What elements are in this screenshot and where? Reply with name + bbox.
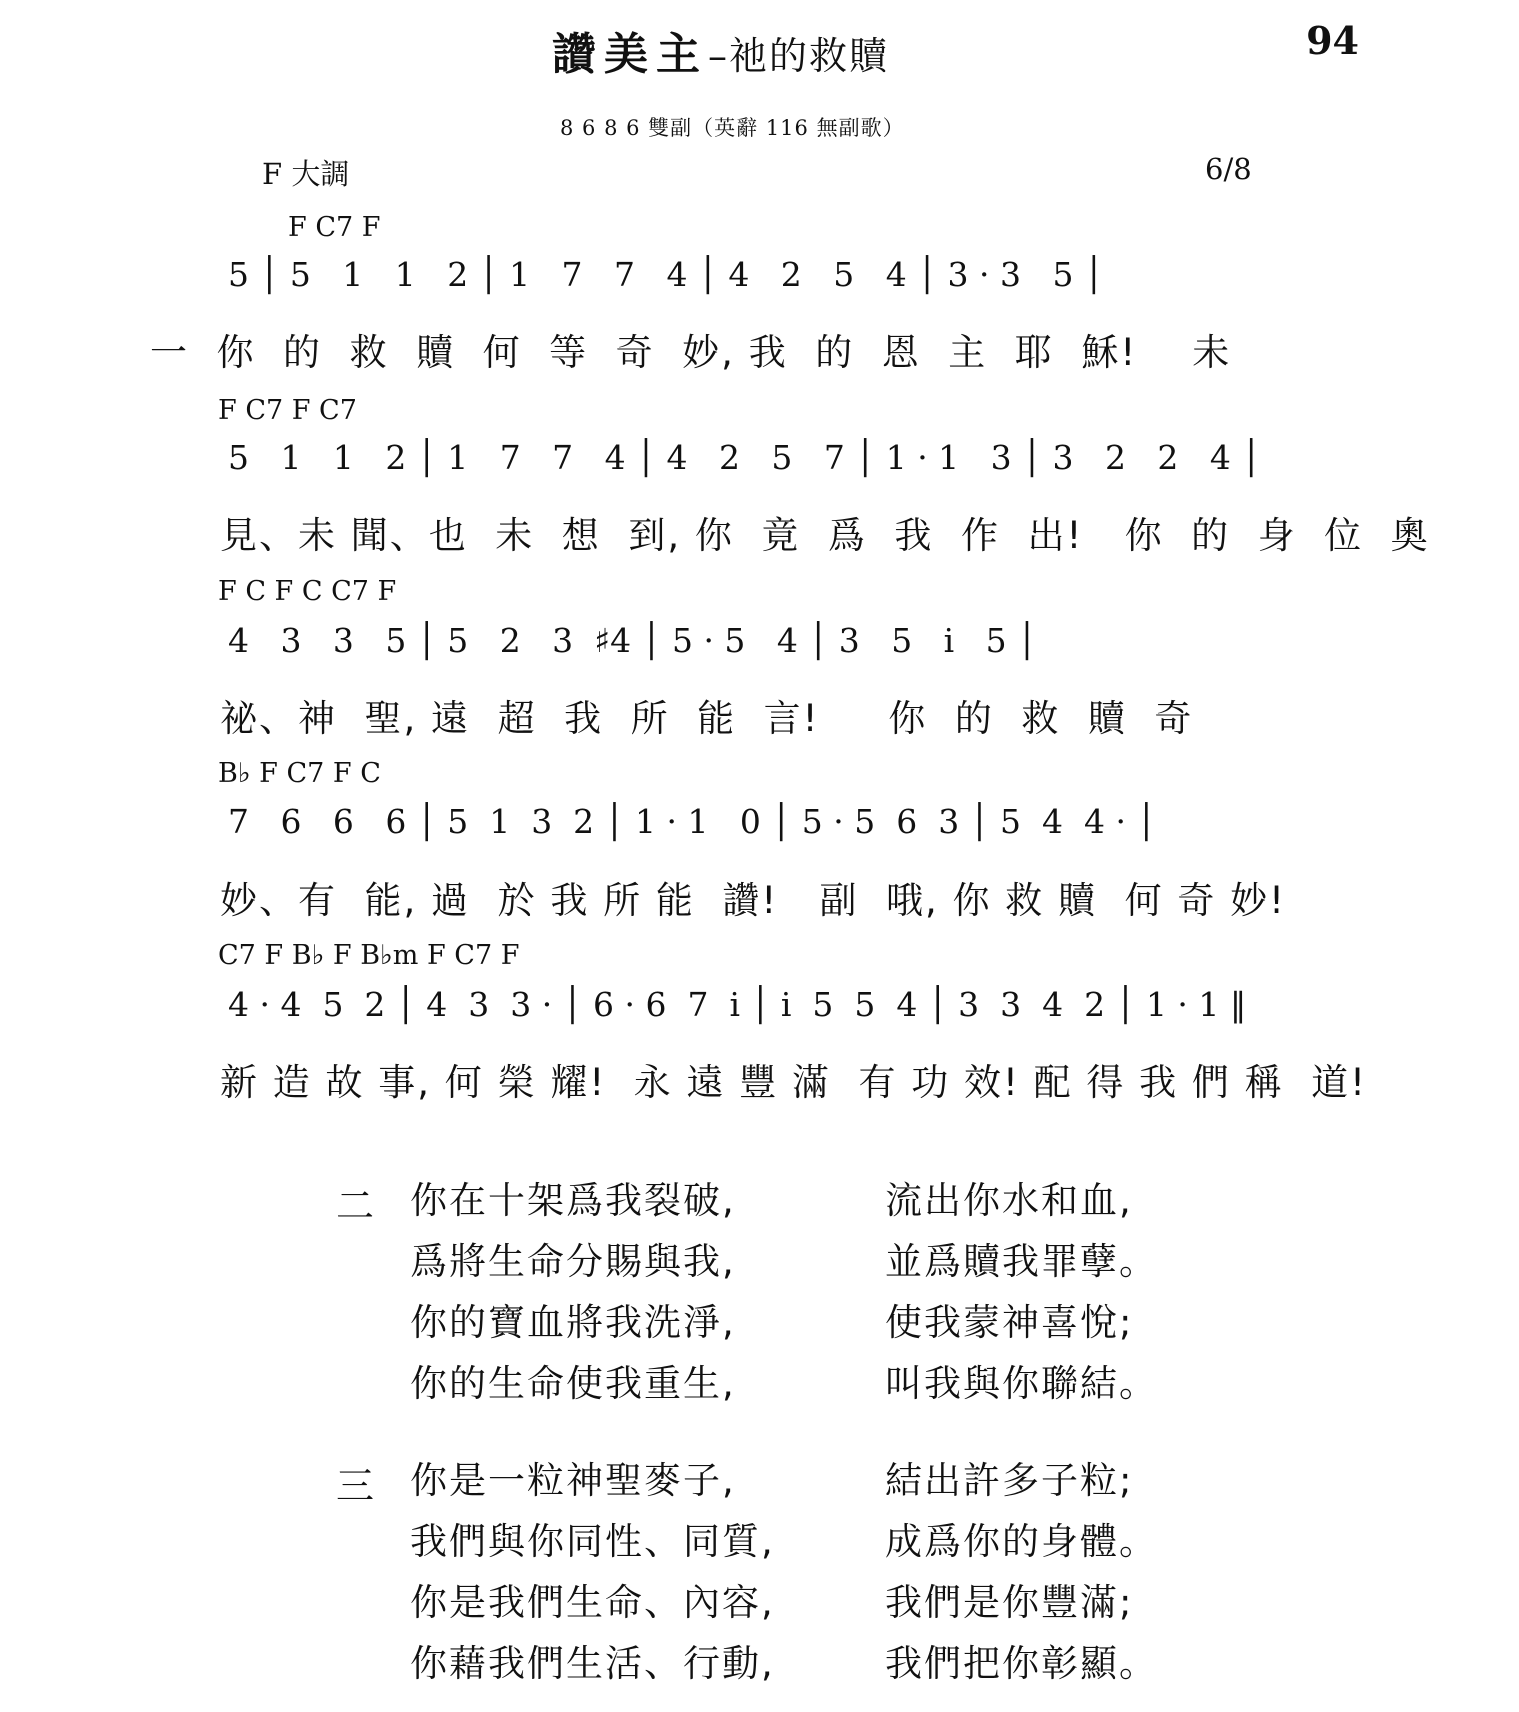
note-row: 4 · 4 5 2 │ 4 3 3 · │ 6 · 6 7 i │ i 5 5 4 │ 3 3 4 2 │ 1 · 1 ‖ <box>228 985 1247 1024</box>
time-signature: 6/8 <box>1205 152 1252 186</box>
note-row: 7 6 6 6 │ 5 1 3 2 │ 1 · 1 0 │ 5 · 5 6 3 │ 5 4 4 · │ <box>228 802 1157 841</box>
chord-row: C7 F B♭ F B♭m F C7 F <box>218 940 520 971</box>
verse-line: 我們與你同性、同質, <box>410 1520 775 1563</box>
verse-number: 二 <box>336 1184 375 1228</box>
verse-2 <box>410 1170 736 1414</box>
verse-line: 流出你水和血, <box>885 1179 1133 1222</box>
verse-3 <box>410 1450 775 1694</box>
verse-line: 我們是你豐滿; <box>885 1581 1134 1624</box>
verse-line: 我們把你彰顯。 <box>885 1642 1158 1685</box>
verse-line: 結出許多子粒; <box>885 1459 1134 1502</box>
verse-line: 你藉我們生活、行動, <box>410 1642 775 1685</box>
meter-line: 8 6 8 6 雙副（英辭 116 無副歌） <box>560 116 905 140</box>
verse-line: 爲將生命分賜與我, <box>410 1240 736 1283</box>
lyric-row: 妙、有 能, 過 於 我 所 能 讚! 副 哦, 你 救 贖 何 奇 妙! <box>220 879 1286 922</box>
chord-row: F C F C C7 F <box>218 576 397 607</box>
lyric-row: 見、未 聞、也 未 想 到, 你 竟 爲 我 作 出! 你 的 身 位 奧 <box>220 514 1430 557</box>
verse-line: 成爲你的身體。 <box>885 1520 1158 1563</box>
lyric-row: 新 造 故 事, 何 榮 耀! 永 遠 豐 滿 有 功 效! 配 得 我 們 稱 道! <box>220 1061 1368 1104</box>
key-signature: F 大調 <box>262 157 350 191</box>
verse-number: 三 <box>336 1464 375 1508</box>
title-main: 讚美主 <box>552 29 708 80</box>
verse-line: 你是我們生命、內容, <box>410 1581 775 1624</box>
verse-line: 你的寶血將我洗淨, <box>410 1301 736 1344</box>
verse-line: 並爲贖我罪孽。 <box>885 1240 1158 1283</box>
verse-line: 使我蒙神喜悅; <box>885 1301 1134 1344</box>
hymn-number: 94 <box>1306 18 1359 63</box>
verse-line: 叫我與你聯結。 <box>885 1362 1158 1405</box>
lyric-row: 祕、神 聖, 遠 超 我 所 能 言! 你 的 救 贖 奇 <box>220 697 1194 740</box>
verse-line: 你是一粒神聖麥子, <box>410 1459 736 1502</box>
verse-line: 你的生命使我重生, <box>410 1362 736 1405</box>
chord-row: F C7 F <box>288 212 381 243</box>
note-row: 4 3 3 5 │ 5 2 3 ♯4 │ 5 · 5 4 │ 3 5 i 5 │ <box>228 621 1038 660</box>
chord-row: B♭ F C7 F C <box>218 758 381 789</box>
verse-line: 你在十架爲我裂破, <box>410 1179 736 1222</box>
chord-row: F C7 F C7 <box>218 395 357 426</box>
title-sub: –祂的救贖 <box>708 34 890 78</box>
hymn-title <box>552 18 889 82</box>
note-row: 5 1 1 2 │ 1 7 7 4 │ 4 2 5 7 │ 1 · 1 3 │ 3 2 2 4 │ <box>228 438 1262 477</box>
verse-2-second-half <box>885 1170 1158 1414</box>
lyric-row: 一 你 的 救 贖 何 等 奇 妙, 我 的 恩 主 耶 穌! 未 <box>150 331 1232 374</box>
verse-3-second-half <box>885 1450 1158 1694</box>
note-row: 5 │ 5 1 1 2 │ 1 7 7 4 │ 4 2 5 4 │ 3 · 3 5 │ <box>228 255 1104 294</box>
